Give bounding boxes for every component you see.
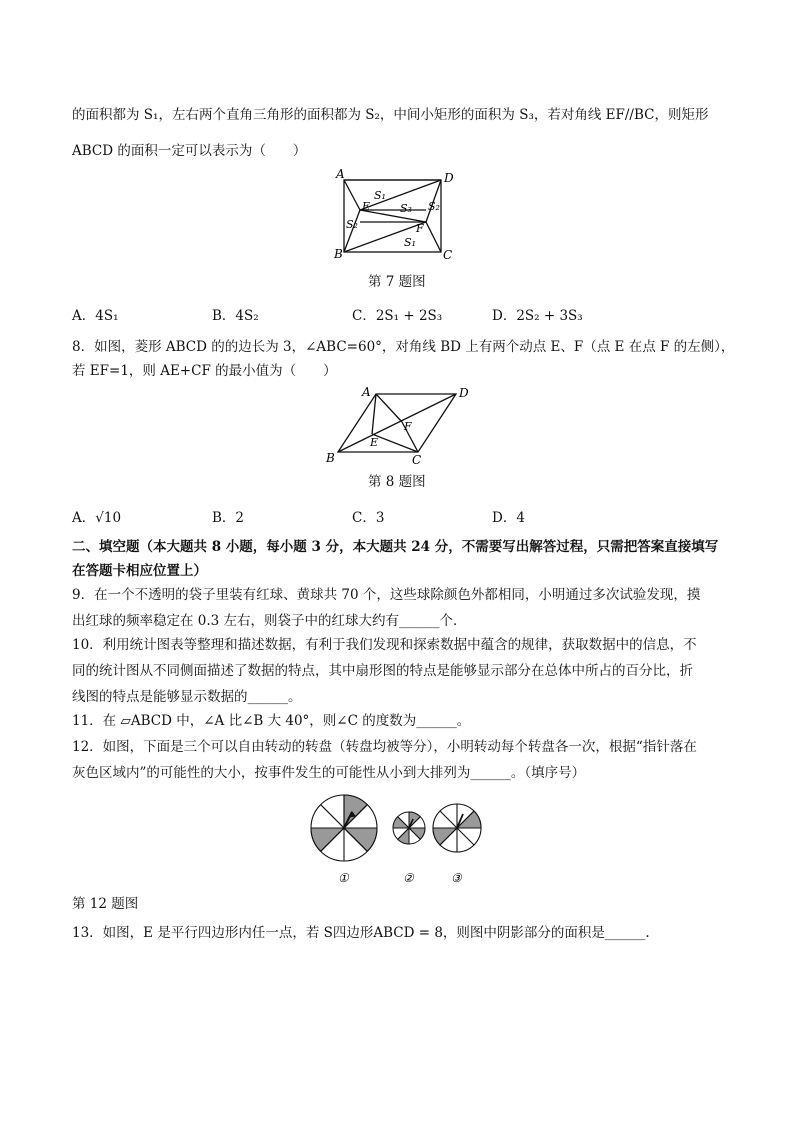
q7-label-F: F (416, 222, 424, 235)
q10-text-line2: 同的统计图从不同侧面描述了数据的特点，其中扇形图的特点是能够显示部分在总体中所占的百分比，折 (72, 663, 693, 679)
q7-caption: 第 7 题图 (368, 274, 426, 290)
q7-text-line1: 的面积都为 S₁，左右两个直角三角形的面积都为 S₂，中间小矩形的面积为 S₃，若对角线 EF//BC，则矩形 (72, 107, 709, 123)
q8-option-c: C．3 (352, 510, 385, 526)
spinner-2-label: ② (403, 871, 414, 885)
q7-label-C: C (443, 248, 453, 262)
q8-label-B: B (326, 451, 335, 465)
section2-heading-line2: 在答题卡相应位置上） (72, 563, 207, 579)
q8-label-E: E (370, 436, 379, 449)
q8-caption: 第 8 题图 (368, 474, 426, 490)
spinner-2 (393, 812, 425, 844)
section2-heading-line1: 二、填空题（本大题共 8 小题，每小题 3 分，本大题共 24 分，不需要写出解答过程，只需把答案直接填写 (72, 539, 719, 555)
q7-option-b: B．4S₂ (212, 308, 259, 324)
q8-option-a: A．√10 (72, 510, 122, 526)
q7-label-S1-top: S₁ (374, 189, 386, 202)
q11-text-line1: 11．在 ▱ABCD 中，∠A 比∠B 大 40°，则∠C 的度数为______。 (72, 713, 471, 729)
q7-label-S3: S₃ (400, 202, 412, 215)
q7-label-D: D (444, 171, 454, 185)
q12-caption: 第 12 题图 (72, 896, 139, 912)
q8-option-d: D．4 (492, 510, 525, 526)
q7-option-d: D．2S₂ + 3S₃ (492, 308, 583, 324)
q8-text-line1: 8．如图，菱形 ABCD 的的边长为 3，∠ABC=60°，对角线 BD 上有两个动点 E、F（点 E 在点 F 的左侧）， (72, 339, 735, 355)
q7-label-B: B (334, 247, 343, 261)
q7-label-A: A (336, 167, 345, 181)
q12-text-line1: 12．如图，下面是三个可以自由转动的转盘（转盘均被等分），小明转动每个转盘各一次，根据“指针落在 (72, 739, 697, 755)
q8-label-A: A (362, 385, 371, 399)
q13-text-line1: 13．如图，E 是平行四边形内任一点，若 S四边形ABCD = 8，则图中阴影部分的面积是______. (72, 925, 650, 941)
q8-text-line2: 若 EF=1，则 AE+CF 的最小值为（ ） (72, 363, 337, 379)
q7-text-line2: ABCD 的面积一定可以表示为（ ） (72, 143, 307, 159)
q8-figure (320, 382, 480, 466)
q8-label-C: C (412, 453, 422, 466)
q8-option-b: B．2 (212, 510, 245, 526)
q12-text-line2: 灰色区域内”的可能性的大小，按事件发生的可能性从小到大排列为______。（填序号） (72, 765, 586, 781)
spinner-3-label: ③ (451, 871, 462, 885)
q12-figure (305, 788, 495, 888)
q7-option-a: A．4S₁ (72, 308, 119, 324)
q8-label-F: F (404, 420, 412, 433)
q7-label-S1-bottom: S₁ (404, 236, 416, 249)
q7-option-c: C．2S₁ + 2S₃ (352, 308, 443, 324)
q7-label-S2-left: S₂ (346, 218, 358, 231)
q8-label-D: D (459, 386, 469, 400)
q7-label-S2-right: S₂ (428, 200, 440, 213)
spinner-1 (311, 795, 377, 861)
q9-text-line1: 9．在一个不透明的袋子里装有红球、黄球共 70 个，这些球除颜色外都相同，小明通过多次试验发现，摸 (72, 587, 701, 603)
q10-text-line1: 10．利用统计图表等整理和描述数据，有利于我们发现和探索数据中蕴含的规律，获取数据中的信息，不 (72, 637, 697, 653)
q9-text-line2: 出红球的频率稳定在 0.3 左右，则袋子中的红球大约有______个． (72, 613, 467, 629)
q7-figure (330, 166, 460, 262)
spinner-1-label: ① (338, 871, 349, 885)
q7-label-E: E (362, 200, 371, 213)
spinner-3 (433, 804, 481, 852)
q10-text-line3: 线图的特点是能够显示数据的______。 (72, 689, 302, 705)
